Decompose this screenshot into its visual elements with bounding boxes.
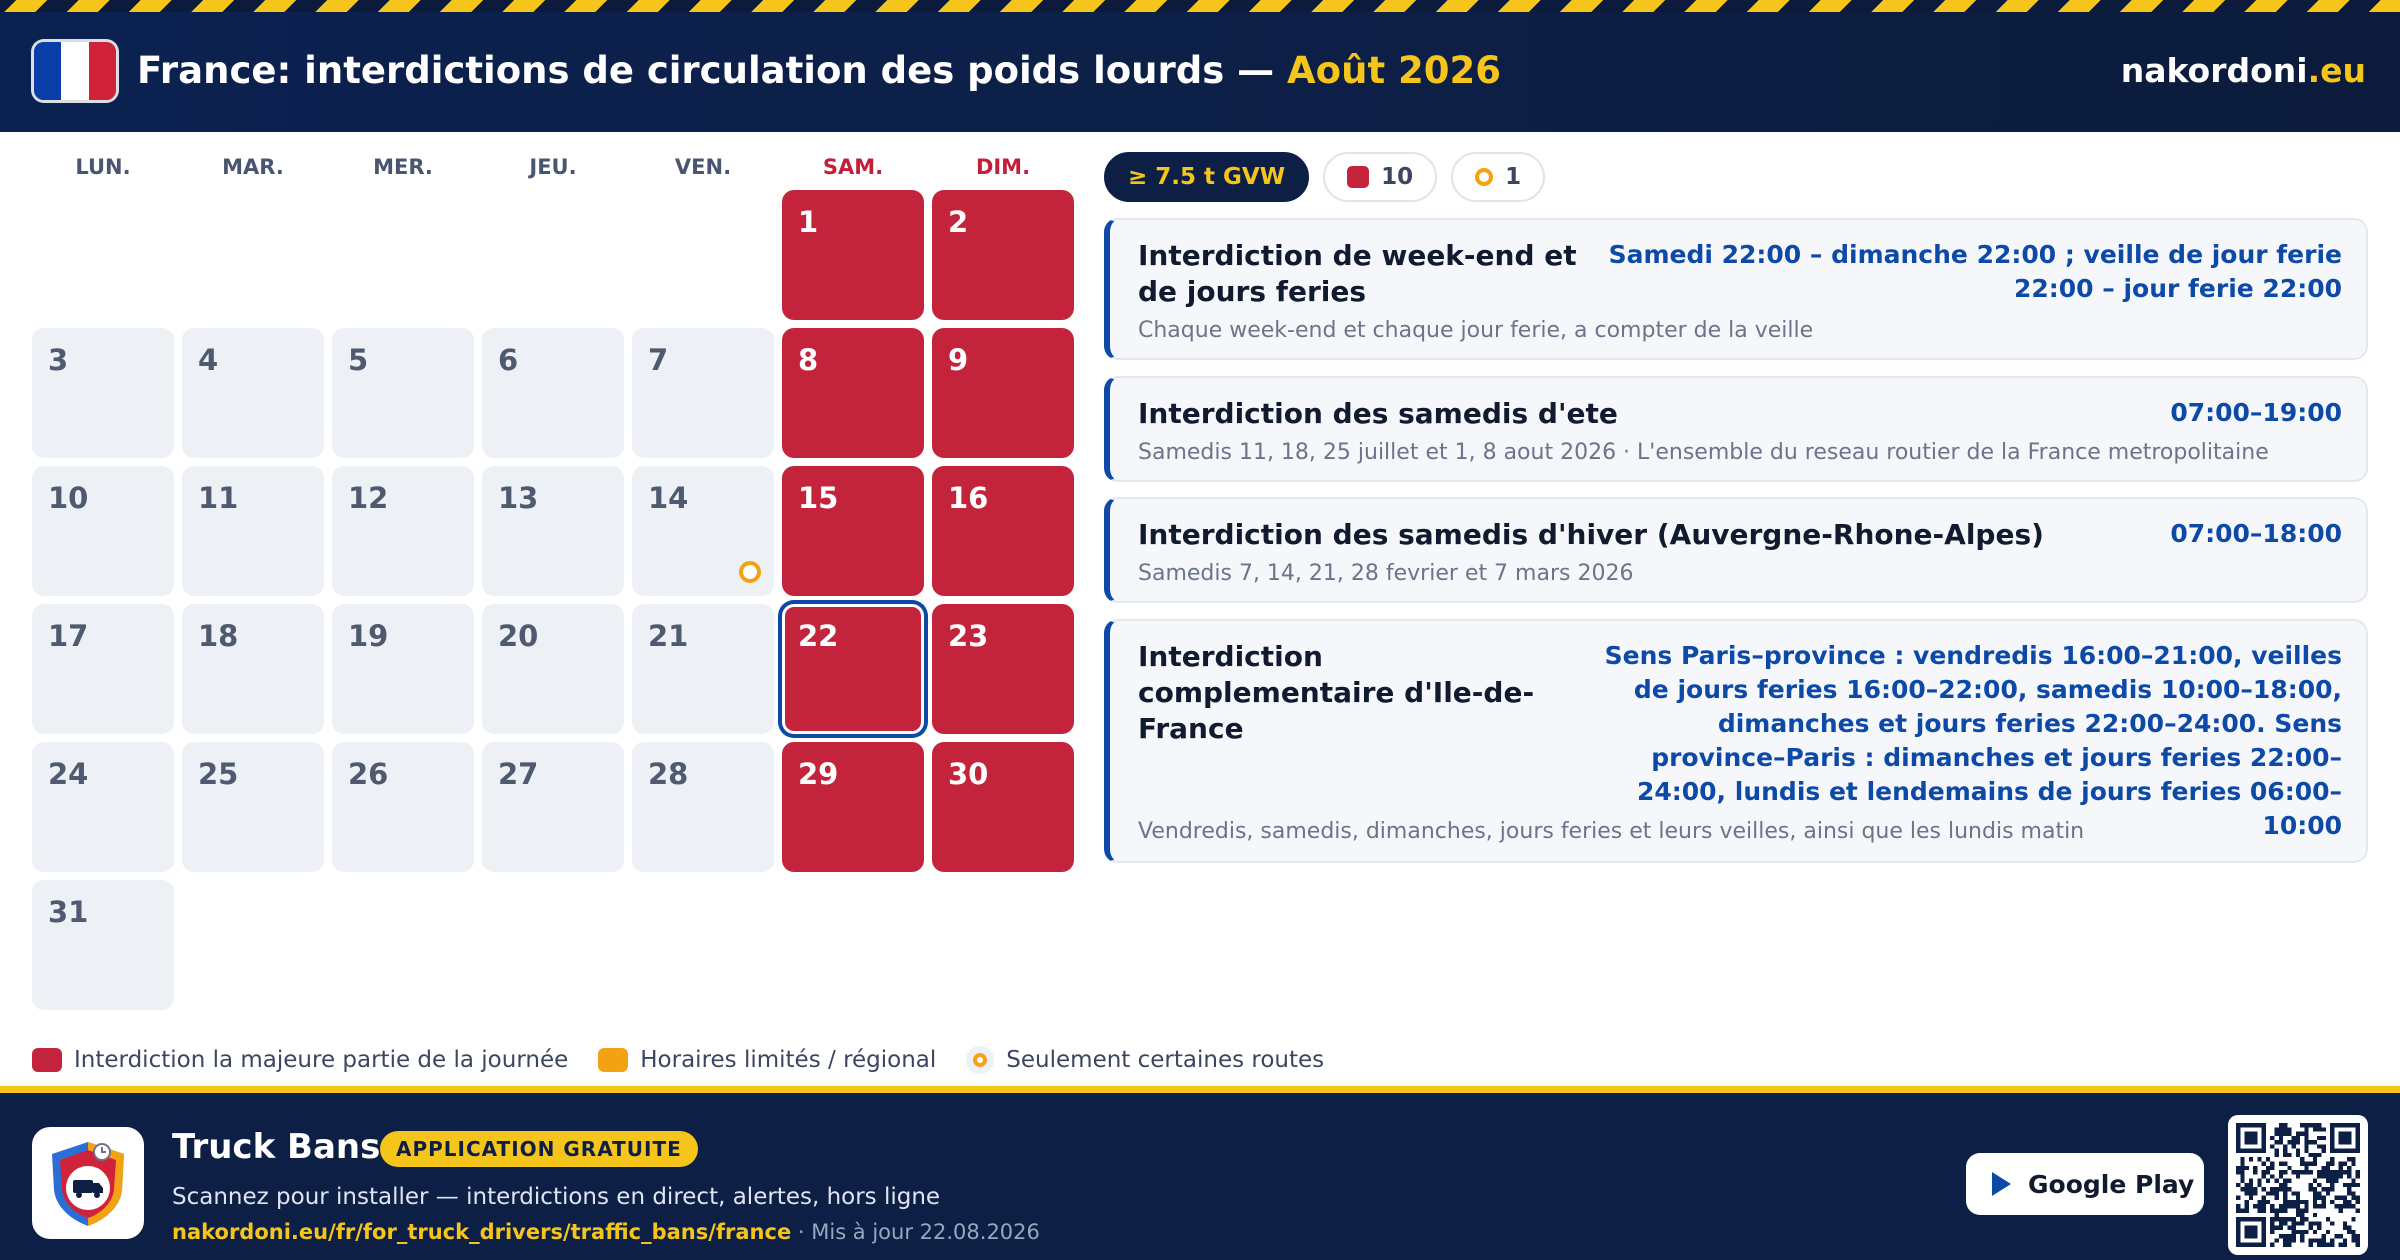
calendar-day-ban[interactable] (782, 742, 924, 872)
day-number: 21 (648, 619, 689, 653)
brand-tld: .eu (2307, 51, 2366, 90)
route-count-chip[interactable] (1451, 152, 1545, 202)
calendar-day-ban[interactable] (932, 742, 1074, 872)
app-promo-footer (0, 1086, 2400, 1260)
day-number: 9 (948, 343, 969, 377)
rule-card[interactable] (1104, 218, 2368, 360)
truck-shield-icon[interactable] (32, 1127, 144, 1239)
app-subtitle: Scannez pour installer — interdictions en direct, alertes, hors ligne (172, 1184, 941, 1210)
calendar-day[interactable] (482, 328, 624, 458)
calendar-day[interactable] (182, 742, 324, 872)
calendar-day-ban[interactable] (782, 466, 924, 596)
day-number: 19 (348, 619, 389, 653)
rule-card[interactable] (1104, 497, 2368, 603)
calendar-empty-cell (632, 190, 774, 320)
calendar-day[interactable] (32, 466, 174, 596)
link-separator: · (791, 1220, 812, 1244)
day-number: 10 (48, 481, 89, 515)
rule-description: Chaque week-end et chaque jour ferie, a compter de la veille (1138, 318, 1814, 343)
day-number: 14 (648, 481, 689, 515)
day-number: 26 (348, 757, 389, 791)
calendar-day[interactable] (482, 466, 624, 596)
weight-chip[interactable] (1104, 152, 1309, 202)
day-number: 13 (498, 481, 539, 515)
calendar-day-ban[interactable] (782, 328, 924, 458)
filter-chips (1104, 152, 1545, 202)
rule-time: Samedi 22:00 – dimanche 22:00 ; veille de jour ferie 22:00 – jour ferie 22:00 (1608, 240, 2342, 303)
calendar-day-ban[interactable] (932, 328, 1074, 458)
weekday-label: VEN. (674, 155, 732, 179)
calendar-day[interactable] (182, 328, 324, 458)
weekday-header (32, 152, 1074, 182)
rule-title: Interdiction des samedis d'ete (1138, 397, 1618, 430)
calendar-day[interactable] (482, 604, 624, 734)
legend-ban-label: Interdiction la majeure partie de la journée (74, 1047, 569, 1073)
legend-item-ban (32, 1047, 568, 1073)
day-number: 12 (348, 481, 389, 515)
day-number: 7 (648, 343, 669, 377)
calendar-day[interactable] (182, 466, 324, 596)
page-title-text: France: interdictions de circulation des poids lourds — (137, 49, 1288, 92)
calendar-day[interactable] (482, 742, 624, 872)
legend (32, 1042, 1324, 1078)
calendar-empty-cell (482, 190, 624, 320)
calendar-empty-cell (32, 190, 174, 320)
route-ring-icon (1475, 168, 1493, 186)
calendar-day[interactable] (32, 742, 174, 872)
calendar-day[interactable] (332, 466, 474, 596)
day-number: 8 (798, 343, 819, 377)
rule-title: Interdiction complementaire d'Ile-de-France (1138, 640, 1535, 745)
legend-limited-label: Horaires limités / régional (640, 1047, 937, 1073)
day-number: 22 (798, 619, 839, 653)
day-number: 11 (198, 481, 239, 515)
limited-swatch (598, 1048, 628, 1072)
ban-square-icon (1347, 166, 1369, 188)
day-number: 29 (798, 757, 839, 791)
day-number: 18 (198, 619, 239, 653)
calendar-day[interactable] (32, 328, 174, 458)
calendar-day[interactable] (632, 742, 774, 872)
rule-description: Samedis 7, 14, 21, 28 fevrier et 7 mars 2026 (1138, 561, 1634, 586)
weight-chip-label: ≥ 7.5 t GVW (1128, 164, 1286, 190)
app-link[interactable]: nakordoni.eu/fr/for_truck_drivers/traffic_bans/france (172, 1220, 792, 1244)
weekday-label: MAR. (222, 155, 284, 179)
day-number: 25 (198, 757, 239, 791)
calendar-day-ban[interactable] (782, 190, 924, 320)
ban-swatch (32, 1048, 62, 1072)
day-number: 15 (798, 481, 839, 515)
header-bar (0, 0, 2400, 132)
rule-description: Vendredis, samedis, dimanches, jours feries et leurs veilles, ainsi que les lundis matin (1138, 819, 2085, 844)
calendar-grid (32, 190, 1074, 1010)
rule-description: Samedis 11, 18, 25 juillet et 1, 8 aout 2026 · L'ensemble du reseau routier de la France metropolitaine (1138, 440, 2269, 465)
calendar-day-ban[interactable] (932, 466, 1074, 596)
rule-time: 07:00–19:00 (2170, 398, 2342, 427)
day-number: 5 (348, 343, 369, 377)
app-link-line (172, 1217, 1040, 1247)
calendar-empty-cell (332, 190, 474, 320)
day-number: 31 (48, 895, 89, 929)
day-number: 3 (48, 343, 69, 377)
free-app-badge: APPLICATION GRATUITE (380, 1131, 698, 1167)
day-number: 16 (948, 481, 989, 515)
rule-title: Interdiction de week-end et de jours feries (1138, 239, 1577, 308)
rule-time: 07:00–18:00 (2170, 519, 2342, 548)
google-play-button[interactable] (1966, 1153, 2204, 1215)
calendar-day[interactable] (32, 880, 174, 1010)
day-number: 2 (948, 205, 969, 239)
page-title (137, 46, 1501, 96)
calendar-day-ban[interactable] (932, 190, 1074, 320)
weekday-label: LUN. (75, 155, 131, 179)
google-play-label: Google Play (2028, 1169, 2195, 1199)
france-flag-icon (34, 42, 116, 100)
calendar-day[interactable] (32, 604, 174, 734)
weekday-label: JEU. (529, 155, 577, 179)
brand-name: nakordoni (2120, 51, 2308, 90)
day-number: 28 (648, 757, 689, 791)
calendar-day[interactable] (632, 466, 774, 596)
calendar-day[interactable] (332, 604, 474, 734)
page-title-month: Août 2026 (1287, 49, 1501, 92)
qr-code[interactable] (2228, 1115, 2368, 1255)
route-ring-icon (966, 1046, 994, 1074)
calendar-day[interactable] (332, 742, 474, 872)
calendar-day[interactable] (632, 328, 774, 458)
app-name: Truck Bans (172, 1127, 381, 1167)
brand-logo[interactable] (2121, 48, 2366, 94)
day-number: 6 (498, 343, 519, 377)
rule-title: Interdiction des samedis d'hiver (Auvergne-Rhone-Alpes) (1138, 518, 2044, 551)
weekday-label: MER. (373, 155, 433, 179)
google-play-icon (1990, 1171, 2012, 1197)
day-number: 20 (498, 619, 539, 653)
weekday-label: SAM. (822, 155, 884, 179)
route-count: 1 (1505, 164, 1522, 190)
legend-item-limited (598, 1047, 936, 1073)
day-number: 30 (948, 757, 989, 791)
hazard-stripe (0, 0, 2400, 12)
legend-routes-label: Seulement certaines routes (1006, 1047, 1325, 1073)
day-number: 27 (498, 757, 539, 791)
route-ring-icon (739, 561, 761, 583)
calendar-day[interactable] (332, 328, 474, 458)
calendar-day-ban[interactable] (932, 604, 1074, 734)
calendar-empty-cell (182, 190, 324, 320)
calendar-day[interactable] (632, 604, 774, 734)
day-number: 4 (198, 343, 219, 377)
day-number: 17 (48, 619, 89, 653)
rule-time: Sens Paris–province : vendredis 16:00–21:00, veilles de jours feries 16:00–22:00, samedis 10:00–18:00, dimanches et jours feries 22:00–24:00. Sens province–Paris : dimanches et jours feries 22:00–24:00, lundis et lendemains de jours feries 06:00–10:00 (1604, 641, 2342, 840)
updated-date: Mis à jour 22.08.2026 (811, 1220, 1040, 1244)
rule-card[interactable] (1104, 619, 2368, 863)
calendar-day[interactable] (182, 604, 324, 734)
calendar-day-ban[interactable] (782, 604, 924, 734)
ban-count: 10 (1381, 164, 1414, 190)
rule-card[interactable] (1104, 376, 2368, 482)
weekday-label: DIM. (975, 155, 1031, 179)
day-number: 24 (48, 757, 89, 791)
day-number: 1 (798, 205, 819, 239)
ban-count-chip[interactable] (1323, 152, 1437, 202)
legend-item-routes (966, 1046, 1324, 1074)
day-number: 23 (948, 619, 989, 653)
